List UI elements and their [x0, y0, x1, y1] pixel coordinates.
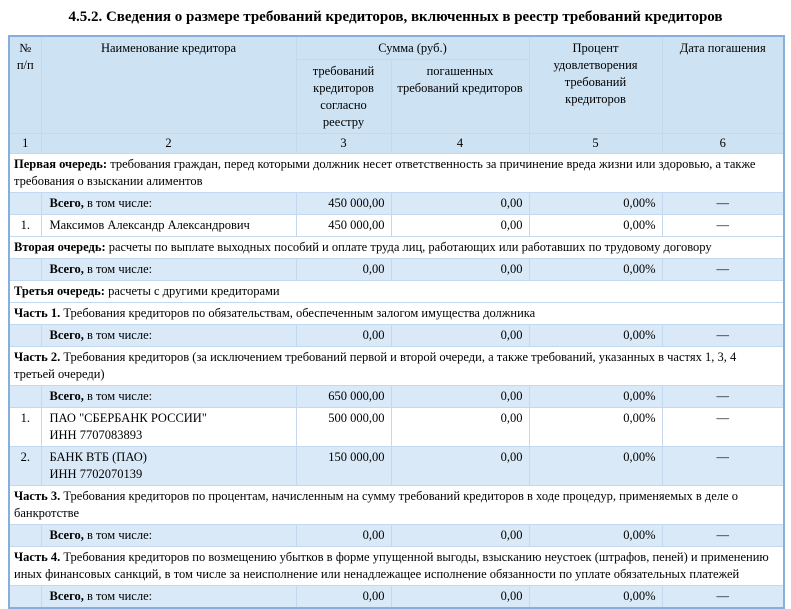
- section-row: [9, 281, 784, 303]
- section-row: [9, 486, 784, 525]
- registry-amount-cell: 450 000,00: [296, 193, 391, 215]
- header-col-sum-registry: требований кредиторов согласно реестру: [296, 60, 391, 134]
- registry-amount-cell: 0,00: [296, 325, 391, 347]
- header-col-sum-paid: погашенных требований кредиторов: [391, 60, 529, 134]
- total-label: Всего,: [49, 262, 84, 276]
- total-label: Всего,: [49, 328, 84, 342]
- row-number-cell: [9, 259, 41, 281]
- page-title: 4.5.2. Сведения о размере требований кредиторов, включенных в реестр требований кредиторов: [68, 9, 723, 25]
- section-title: Вторая очередь:: [14, 240, 106, 254]
- percent-cell: 0,00%: [529, 408, 662, 447]
- section-header-cell: Часть 2. Требования кредиторов (за исключением требований первой и второй очереди, а также требований, указанных в частях 1, 3, 4 третьей очереди): [9, 347, 784, 386]
- row-number-cell: 1.: [9, 408, 41, 447]
- repayment-date-cell: —: [662, 408, 784, 447]
- total-row: [9, 193, 784, 215]
- column-index-6: 6: [662, 134, 784, 154]
- section-title: Часть 2.: [14, 350, 61, 364]
- row-number-cell: [9, 586, 41, 609]
- column-index-3: 3: [296, 134, 391, 154]
- creditor-claims-table: [8, 35, 785, 609]
- row-number-cell: 1.: [9, 215, 41, 237]
- creditor-row: [9, 447, 784, 486]
- paid-amount-cell: 0,00: [391, 193, 529, 215]
- header-col-sum-group: Сумма (руб.): [296, 36, 529, 60]
- paid-amount-cell: 0,00: [391, 586, 529, 609]
- percent-cell: 0,00%: [529, 586, 662, 609]
- document-page: [0, 9, 791, 609]
- paid-amount-cell: 0,00: [391, 408, 529, 447]
- repayment-date-cell: —: [662, 586, 784, 609]
- repayment-date-cell: —: [662, 386, 784, 408]
- registry-amount-cell: 150 000,00: [296, 447, 391, 486]
- header-col-percent: Процент удовлетворения требований кредиторов: [529, 36, 662, 134]
- total-label: Всего,: [49, 589, 84, 603]
- total-row: [9, 586, 784, 609]
- table-header: [9, 36, 784, 154]
- repayment-date-cell: —: [662, 525, 784, 547]
- creditor-name-cell: ПАО "СБЕРБАНК РОССИИ" ИНН 7707083893: [41, 408, 296, 447]
- paid-amount-cell: 0,00: [391, 259, 529, 281]
- header-row-main: [9, 36, 784, 60]
- creditor-row: [9, 215, 784, 237]
- percent-cell: 0,00%: [529, 386, 662, 408]
- total-row: [9, 525, 784, 547]
- creditor-name-cell: Всего, в том числе:: [41, 259, 296, 281]
- section-title: Первая очередь:: [14, 157, 108, 171]
- percent-cell: 0,00%: [529, 259, 662, 281]
- section-row: [9, 237, 784, 259]
- creditor-name-cell: Всего, в том числе:: [41, 386, 296, 408]
- total-label: Всего,: [49, 389, 84, 403]
- creditor-row: [9, 408, 784, 447]
- repayment-date-cell: —: [662, 193, 784, 215]
- section-header-cell: Первая очередь: требования граждан, перед которыми должник несет ответственность за причинение вреда жизни или здоровью, а также требования о взыскании алиментов: [9, 154, 784, 193]
- paid-amount-cell: 0,00: [391, 325, 529, 347]
- repayment-date-cell: —: [662, 447, 784, 486]
- paid-amount-cell: 0,00: [391, 215, 529, 237]
- creditor-name-cell: Всего, в том числе:: [41, 193, 296, 215]
- header-row-index: [9, 134, 784, 154]
- creditor-inn: ИНН 7702070139: [49, 467, 143, 481]
- repayment-date-cell: —: [662, 325, 784, 347]
- total-row: [9, 386, 784, 408]
- total-label: Всего,: [49, 528, 84, 542]
- percent-cell: 0,00%: [529, 215, 662, 237]
- column-index-4: 4: [391, 134, 529, 154]
- repayment-date-cell: —: [662, 259, 784, 281]
- table-body: [9, 154, 784, 609]
- row-number-cell: [9, 325, 41, 347]
- paid-amount-cell: 0,00: [391, 447, 529, 486]
- section-title: Часть 3.: [14, 489, 61, 503]
- registry-amount-cell: 0,00: [296, 586, 391, 609]
- section-title: Часть 4.: [14, 550, 61, 564]
- header-col-creditor: Наименование кредитора: [41, 36, 296, 134]
- row-number-cell: [9, 193, 41, 215]
- header-col-no: № п/п: [9, 36, 41, 134]
- column-index-1: 1: [9, 134, 41, 154]
- registry-amount-cell: 0,00: [296, 259, 391, 281]
- total-label: Всего,: [49, 196, 84, 210]
- section-row: [9, 154, 784, 193]
- creditor-inn: ИНН 7707083893: [49, 428, 143, 442]
- row-number-cell: [9, 386, 41, 408]
- percent-cell: 0,00%: [529, 325, 662, 347]
- percent-cell: 0,00%: [529, 447, 662, 486]
- section-row: [9, 547, 784, 586]
- total-row: [9, 325, 784, 347]
- paid-amount-cell: 0,00: [391, 386, 529, 408]
- row-number-cell: 2.: [9, 447, 41, 486]
- creditor-name-cell: БАНК ВТБ (ПАО) ИНН 7702070139: [41, 447, 296, 486]
- section-title: Третья очередь:: [14, 284, 105, 298]
- section-header-cell: Вторая очередь: расчеты по выплате выходных пособий и оплате труда лиц, работающих или работавших по трудовому договору: [9, 237, 784, 259]
- creditor-name-cell: Всего, в том числе:: [41, 325, 296, 347]
- registry-amount-cell: 0,00: [296, 525, 391, 547]
- column-index-5: 5: [529, 134, 662, 154]
- creditor-name-cell: Максимов Александр Александрович: [41, 215, 296, 237]
- section-title: Часть 1.: [14, 306, 61, 320]
- section-header-cell: Часть 3. Требования кредиторов по процентам, начисленным на сумму требований кредиторов в ходе процедур, применяемых в деле о банкротстве: [9, 486, 784, 525]
- section-row: [9, 347, 784, 386]
- percent-cell: 0,00%: [529, 525, 662, 547]
- percent-cell: 0,00%: [529, 193, 662, 215]
- paid-amount-cell: 0,00: [391, 525, 529, 547]
- column-index-2: 2: [41, 134, 296, 154]
- header-col-date: Дата погашения: [662, 36, 784, 134]
- creditor-name-cell: Всего, в том числе:: [41, 525, 296, 547]
- row-number-cell: [9, 525, 41, 547]
- section-header-cell: Часть 1. Требования кредиторов по обязательствам, обеспеченным залогом имущества должника: [9, 303, 784, 325]
- registry-amount-cell: 450 000,00: [296, 215, 391, 237]
- total-row: [9, 259, 784, 281]
- repayment-date-cell: —: [662, 215, 784, 237]
- section-header-cell: Третья очередь: расчеты с другими кредиторами: [9, 281, 784, 303]
- registry-amount-cell: 500 000,00: [296, 408, 391, 447]
- section-header-cell: Часть 4. Требования кредиторов по возмещению убытков в форме упущенной выгоды, взысканию неустоек (штрафов, пеней) и применению иных финансовых санкций, в том числе за неисполнение или ненадлежащее исполнение обязанности по уплате обязательных платежей: [9, 547, 784, 586]
- registry-amount-cell: 650 000,00: [296, 386, 391, 408]
- section-row: [9, 303, 784, 325]
- creditor-name-cell: Всего, в том числе:: [41, 586, 296, 609]
